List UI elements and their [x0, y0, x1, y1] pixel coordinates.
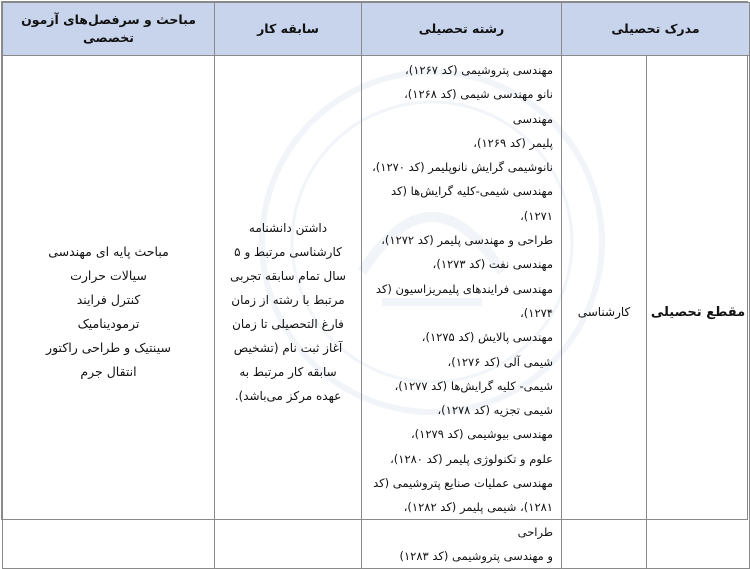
topic-line: مباحث پایه ای مهندسی [48, 244, 169, 260]
fields-cell [362, 56, 562, 569]
field-line: مهندسی فرایندهای پلیمریزاسیون (کد [375, 281, 553, 296]
field-line: شیمی- کلیه گرایش‌ها (کد ۱۲۷۷)، [394, 378, 553, 393]
header-degree: مدرک تحصیلی [562, 3, 750, 56]
header-topics: مباحث و سرفصل‌های آزمون تخصصی [3, 3, 215, 56]
field-line: طراحی و مهندسی پلیمر (کد ۱۲۷۲)، [381, 233, 553, 248]
topics-cell [3, 56, 215, 569]
topic-line: سیالات حرارت [70, 268, 147, 284]
field-line: پلیمر (کد ۱۲۶۹)، [473, 135, 553, 150]
field-line: علوم و تکنولوژی پلیمر (کد ۱۲۸۰)، [390, 451, 553, 466]
field-line: نانو مهندسی شیمی (کد ۱۲۶۸)، مهندسی [404, 87, 553, 126]
header-field: رشته تحصیلی [362, 3, 562, 56]
field-line: شیمی تجزیه (کد ۱۲۷۸)، [437, 403, 553, 418]
header-row [3, 3, 750, 56]
field-line: ۱۲۷۴)، [520, 305, 553, 320]
topic-line: کنترل فرایند [76, 292, 141, 308]
header-experience: سابقه کار [215, 3, 362, 56]
field-line: شیمی آلی (کد ۱۲۷۶)، [447, 354, 553, 369]
field-line: مهندسی شیمی-کلیه گرایش‌ها (کد [390, 184, 553, 199]
table-frame [1, 1, 748, 563]
field-line: ۱۲۸۱)، شیمی پلیمر (کد ۱۲۸۲)، طراحی [403, 500, 553, 539]
field-line: و مهندسی پتروشیمی (کد ۱۲۸۳) [399, 548, 553, 563]
level-cell: مقطع تحصیلی [647, 56, 750, 569]
topic-line: ترمودینامیک [77, 316, 140, 332]
topic-line: انتقال جرم [80, 364, 137, 380]
table-row [3, 56, 750, 569]
topic-line: سینتیک و طراحی راکتور [46, 340, 171, 356]
experience-cell: داشتن دانشنامه کارشناسی مرتبط و ۵ سال تمام سابقه تجربی مرتبط با رشته از زمان فارغ التحصیلی تا زمان آغاز ثبت نام (تشخیص سابقه کار مرتبط به عهده مرکز می‌باشد). [215, 56, 362, 569]
requirements-table [2, 2, 750, 569]
field-line: نانوشیمی گرایش نانوپلیمر (کد ۱۲۷۰)، [372, 160, 553, 175]
field-line: ۱۲۷۱)، [520, 208, 553, 223]
degree-cell: کارشناسی [562, 56, 647, 569]
field-line: مهندسی نفت (کد ۱۲۷۳)، [432, 257, 553, 272]
field-line: مهندسی بیوشیمی (کد ۱۲۷۹)، [410, 427, 553, 442]
field-line: مهندسی پتروشیمی (کد ۱۲۶۷)، [405, 63, 553, 77]
field-line: مهندسی پالایش (کد ۱۲۷۵)، [421, 330, 553, 345]
field-line: مهندسی عملیات صنایع پتروشیمی (کد [373, 476, 553, 491]
